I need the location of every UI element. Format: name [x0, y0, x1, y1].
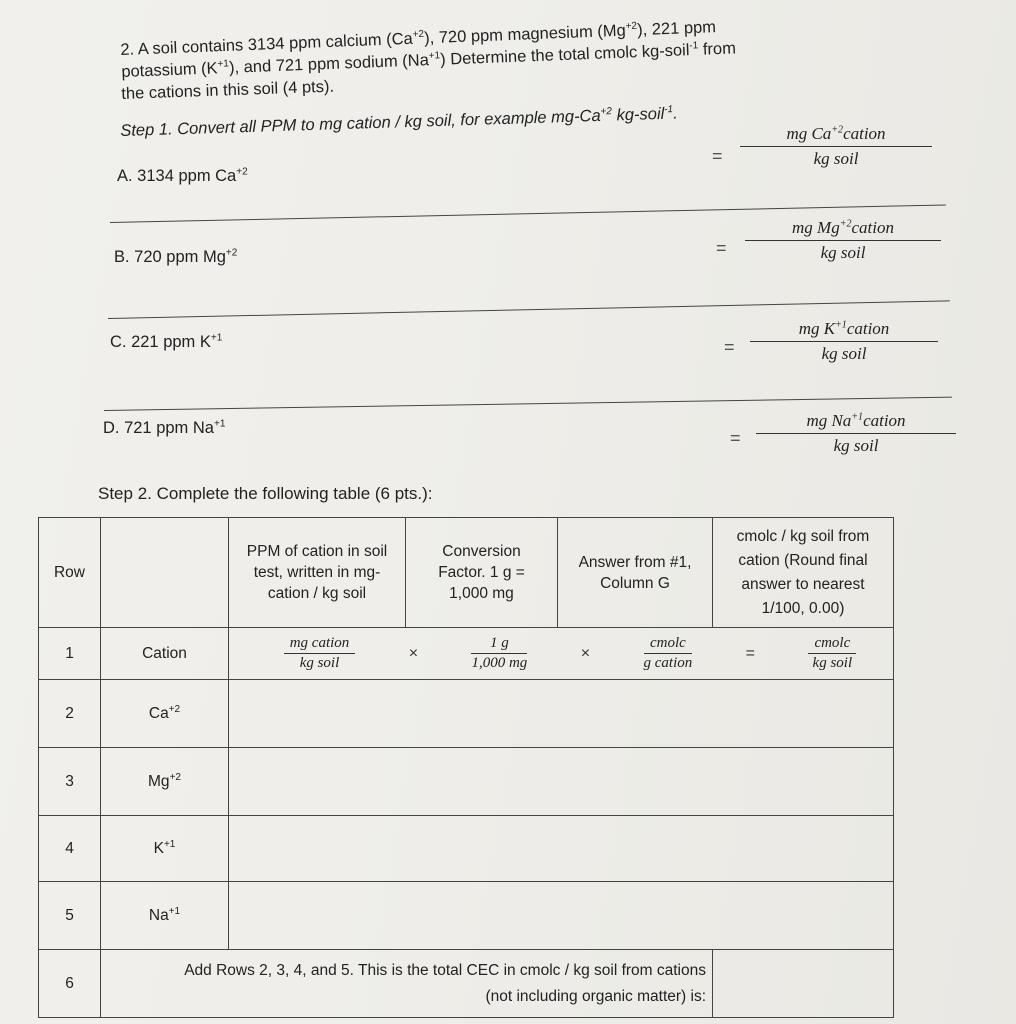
- header-cmol-text: cmolc / kg soil from cation (Round final answer to nearest 1/100, 0.00): [736, 527, 870, 617]
- answer-cell[interactable]: [229, 748, 894, 816]
- table-row: [39, 680, 894, 748]
- times-sign: ×: [580, 644, 591, 662]
- item-c-equals: =: [724, 337, 735, 357]
- answer-line-c: [104, 397, 952, 411]
- superscript: -1: [663, 104, 674, 116]
- formula-fraction-4: [808, 635, 856, 672]
- superscript: +2: [225, 247, 238, 259]
- ion-charge: +2: [169, 771, 181, 783]
- row-number: 1: [39, 628, 101, 680]
- header-ppm-text: PPM of cation in soil test, written in mg-cation / kg soil: [246, 543, 388, 602]
- fraction-numerator: [756, 411, 956, 434]
- superscript: +2: [831, 124, 844, 136]
- formula-row: [229, 635, 893, 672]
- item-a-label: [117, 166, 248, 186]
- numerator-text: mg Na: [806, 411, 852, 430]
- row-number: 6: [39, 950, 101, 1018]
- answer-line-b: [108, 300, 950, 319]
- formula-fraction-1: [284, 635, 356, 672]
- row-number: 4: [39, 816, 101, 882]
- question-text: the cations in this soil (4 pts).: [121, 77, 335, 103]
- row-number: 5: [39, 882, 101, 950]
- superscript: +1: [851, 411, 864, 423]
- total-answer-cell[interactable]: [713, 950, 894, 1018]
- row-number: 3: [39, 748, 101, 816]
- ion-symbol: K: [153, 839, 164, 857]
- table-header-row: [39, 518, 894, 628]
- equals-sign: =: [745, 644, 756, 662]
- item-d-fraction: [756, 411, 956, 456]
- superscript: +1: [213, 418, 226, 430]
- question-text: 2. A soil contains 3134 ppm calcium (Ca: [120, 29, 414, 59]
- numerator-text: mg Mg: [792, 218, 840, 237]
- fraction-denominator: kg soil: [813, 149, 859, 168]
- formula-fraction-2: [471, 635, 527, 672]
- step2-instruction: Step 2. Complete the following table (6 pts.):: [98, 484, 433, 503]
- cec-table: [38, 517, 894, 1018]
- header-conversion: [406, 518, 558, 628]
- question-text: ), 221 ppm: [636, 18, 717, 40]
- ion-charge: +1: [168, 905, 181, 917]
- fraction-denominator: kg soil: [821, 344, 867, 363]
- superscript: +1: [428, 50, 441, 62]
- answer-cell[interactable]: [229, 680, 894, 748]
- superscript: +1: [217, 58, 230, 70]
- ion-symbol: Na: [148, 906, 169, 924]
- item-a-fraction: [740, 124, 932, 169]
- numerator-text: cation: [846, 319, 890, 338]
- formula-cell: [229, 628, 894, 680]
- item-c-label: [110, 332, 222, 352]
- item-b-label: [114, 247, 237, 267]
- question-text: ), 720 ppm magnesium (Mg: [423, 21, 627, 48]
- question-text: from: [697, 39, 737, 59]
- formula-numerator: 1 g: [471, 635, 527, 654]
- step1-text: kg-soil: [611, 104, 665, 125]
- numerator-text: cation: [863, 411, 906, 430]
- superscript: -1: [689, 40, 699, 52]
- fraction-numerator: [740, 124, 932, 147]
- table-row: [39, 882, 894, 950]
- fraction-denominator: kg soil: [833, 436, 879, 455]
- row-ion: [101, 748, 229, 816]
- formula-denominator: g cation: [643, 655, 693, 671]
- item-d-label: [103, 418, 225, 438]
- numerator-text: mg Ca: [786, 124, 832, 143]
- formula-denominator: kg soil: [299, 655, 340, 671]
- fraction-numerator: [750, 319, 938, 342]
- superscript: +2: [839, 218, 852, 230]
- step1-text: .: [672, 104, 679, 123]
- superscript: +1: [835, 319, 847, 331]
- header-row: Row: [39, 518, 101, 628]
- fraction-denominator: kg soil: [820, 243, 866, 262]
- header-answer-text: Answer from #1, Column G: [578, 553, 692, 592]
- step1-text: Step 1. Convert all PPM to mg cation / kg soil, for example mg-Ca: [120, 106, 601, 140]
- superscript: +2: [600, 106, 613, 118]
- formula-numerator: cmolc: [808, 635, 856, 654]
- header-answer: [558, 518, 713, 628]
- item-label: D. 721 ppm Na: [103, 419, 214, 437]
- numerator-text: cation: [851, 218, 894, 237]
- header-ppm: [229, 518, 406, 628]
- formula-numerator: mg cation: [284, 635, 356, 654]
- superscript: +2: [412, 28, 425, 41]
- question-text: potassium (K: [121, 59, 218, 81]
- question-text: ), and 721 ppm sodium (Na: [228, 51, 430, 77]
- item-b-fraction: [745, 218, 941, 263]
- item-c-fraction: [750, 319, 938, 364]
- item-label: B. 720 ppm Mg: [114, 248, 226, 266]
- item-d-equals: =: [730, 428, 741, 448]
- row-number: 2: [39, 680, 101, 748]
- table-row: [39, 628, 894, 680]
- superscript: +2: [625, 20, 638, 33]
- fraction-numerator: [745, 218, 941, 241]
- row-cation-label: Cation: [101, 628, 229, 680]
- row-ion: [101, 680, 229, 748]
- row-ion: [101, 882, 229, 950]
- row-ion: [101, 816, 229, 882]
- total-instruction-cell: [101, 950, 713, 1018]
- answer-cell[interactable]: [229, 882, 894, 950]
- ion-symbol: Mg: [148, 772, 170, 790]
- table-row: [39, 950, 894, 1018]
- total-instruction-line-2: (not including organic matter) is:: [485, 987, 706, 1005]
- numerator-text: cation: [843, 124, 886, 143]
- table-row: [39, 748, 894, 816]
- ion-symbol: Ca: [148, 704, 169, 722]
- answer-cell[interactable]: [229, 816, 894, 882]
- item-a-equals: =: [712, 146, 723, 166]
- total-instruction-line-1: Add Rows 2, 3, 4, and 5. This is the total CEC in cmolc / kg soil from cations: [184, 961, 706, 979]
- ion-charge: +1: [163, 838, 176, 850]
- item-label: A. 3134 ppm Ca: [117, 167, 237, 185]
- table-row: [39, 816, 894, 882]
- header-cmol: [713, 518, 894, 628]
- step1-instruction: [120, 103, 678, 141]
- formula-fraction-3: [644, 635, 693, 672]
- formula-denominator: 1,000 mg: [471, 655, 528, 671]
- header-conversion-text: Conversion Factor. 1 g = 1,000 mg: [438, 543, 525, 602]
- item-label: C. 221 ppm K: [110, 333, 211, 351]
- header-blank: [101, 518, 229, 628]
- item-b-equals: =: [716, 238, 727, 258]
- superscript: +1: [210, 332, 223, 344]
- superscript: +2: [236, 166, 248, 178]
- formula-denominator: kg soil: [812, 655, 853, 671]
- times-sign: ×: [408, 644, 419, 662]
- formula-numerator: cmolc: [644, 635, 693, 654]
- question-text: ) Determine the total cmolc kg-soil: [439, 41, 690, 69]
- ion-charge: +2: [168, 703, 181, 715]
- numerator-text: mg K: [798, 319, 836, 338]
